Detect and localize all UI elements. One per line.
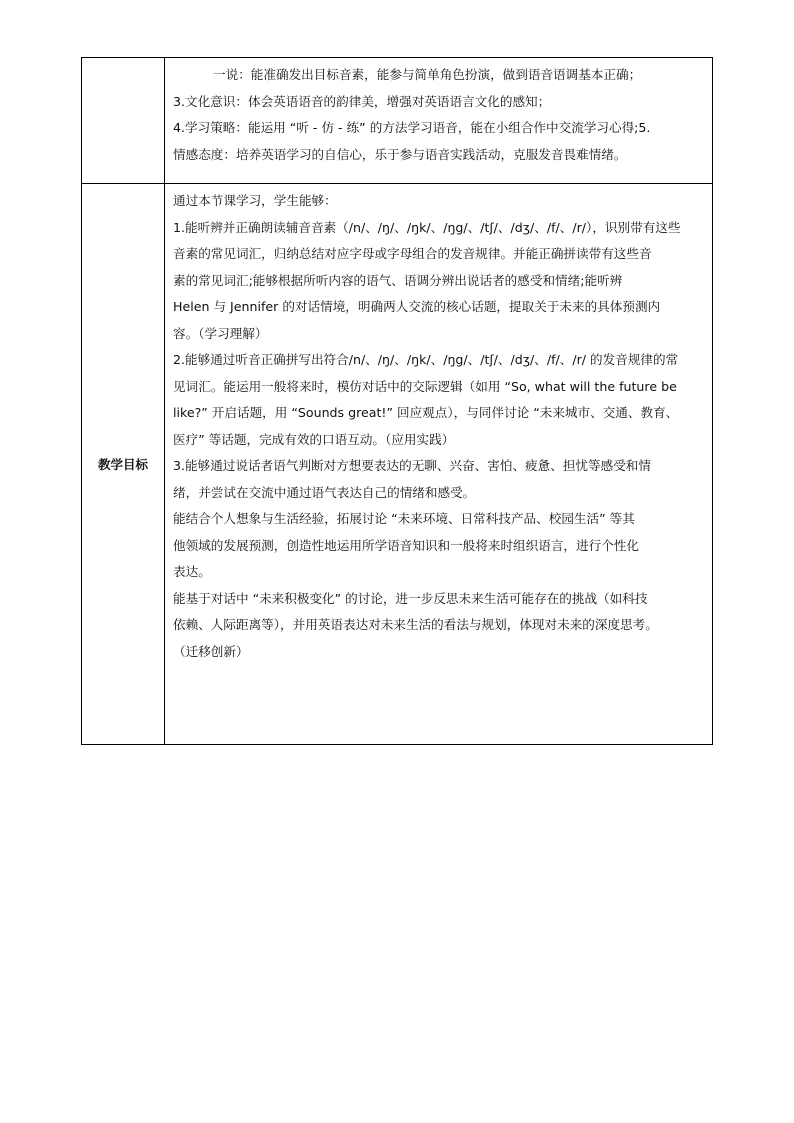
text-line: 通过本节课学习，学生能够： (173, 193, 337, 208)
text-line: 音素的常见词汇，归纳总结对应字母或字母组合的发音规律。并能正确拼读带有这些音 (173, 246, 652, 261)
teaching-objectives-row (82, 184, 713, 745)
lesson-plan-table (81, 57, 713, 745)
teaching-objectives-content (165, 184, 713, 745)
text-line: 能基于对话中 “未来积极变化” 的讨论，进一步反思未来生活可能存在的挑战（如科技 (173, 590, 648, 606)
text-line: 医疗” 等话题，完成有效的口语互动。（应用实践） (173, 431, 455, 447)
text-line: 3.文化意识：体会英语语音的韵律美，增强对英语语言文化的感知； (173, 93, 551, 109)
text-line: 容。（学习理解） (173, 325, 268, 341)
text-line: 1.能听辨并正确朗读辅音音素（/n/、/ŋ/、/ŋk/、/ŋg/、/tʃ/、/dʒ/、/f/、/r/），识别带有这些 (173, 219, 681, 235)
text-line: 依赖、人际距离等），并用英语表达对未来生活的看法与规划，体现对未来的深度思考。 (173, 617, 658, 632)
text-line: 素的常见词汇;能够根据所听内容的语气、语调分辨出说话者的感受和情绪;能听辨 (173, 272, 623, 288)
text-line: 情感态度：培养英语学习的自信心，乐于参与语音实践活动，克服发音畏难情绪。 (173, 146, 627, 162)
row-label-empty (82, 58, 165, 184)
text-line: 3.能够通过说话者语气判断对方想要表达的无聊、兴奋、害怕、疲惫、担忧等感受和情 (173, 458, 651, 473)
text-line: 他领域的发展预测，创造性地运用所学语音知识和一般将来时组织语言，进行个性化 (173, 537, 639, 553)
text-line: Helen 与 Jennifer 的对话情境，明确两人交流的核心话题，提取关于未来的具体预测内 (173, 299, 661, 314)
text-line: 4.学习策略：能运用 “听 - 仿 - 练” 的方法学习语音，能在小组合作中交流学习心得;5. (173, 120, 651, 135)
text-line: 能结合个人想象与生活经验，拓展讨论 “未来环境、日常科技产品、校园生活” 等其 (173, 511, 635, 526)
row-label-teaching-objectives: 教学目标 (82, 184, 165, 745)
text-line: like?” 开启话题，用 “Sounds great!” 回应观点），与同伴讨论 “未来城市、交通、教育、 (173, 405, 679, 420)
text-line: 见词汇。能运用一般将来时，模仿对话中的交际逻辑（如用 “So, what will the future be (173, 378, 677, 394)
text-line: 2.能够通过听音正确拼写出符合/n/、/ŋ/、/ŋk/、/ŋg/、/tʃ/、/dʒ/、/f/、/r/ 的发音规律的常 (173, 352, 679, 367)
text-line: 一说：能准确发出目标音素，能参与简单角色扮演，做到语音语调基本正确； (213, 67, 642, 82)
text-line: 表达。 (173, 564, 211, 579)
objectives-continued-row (82, 58, 713, 184)
text-line: 绪，并尝试在交流中通过语气表达自己的情绪和感受。 (173, 484, 476, 500)
text-line: （迁移创新） (173, 643, 249, 659)
objectives-continued-content (165, 58, 713, 184)
